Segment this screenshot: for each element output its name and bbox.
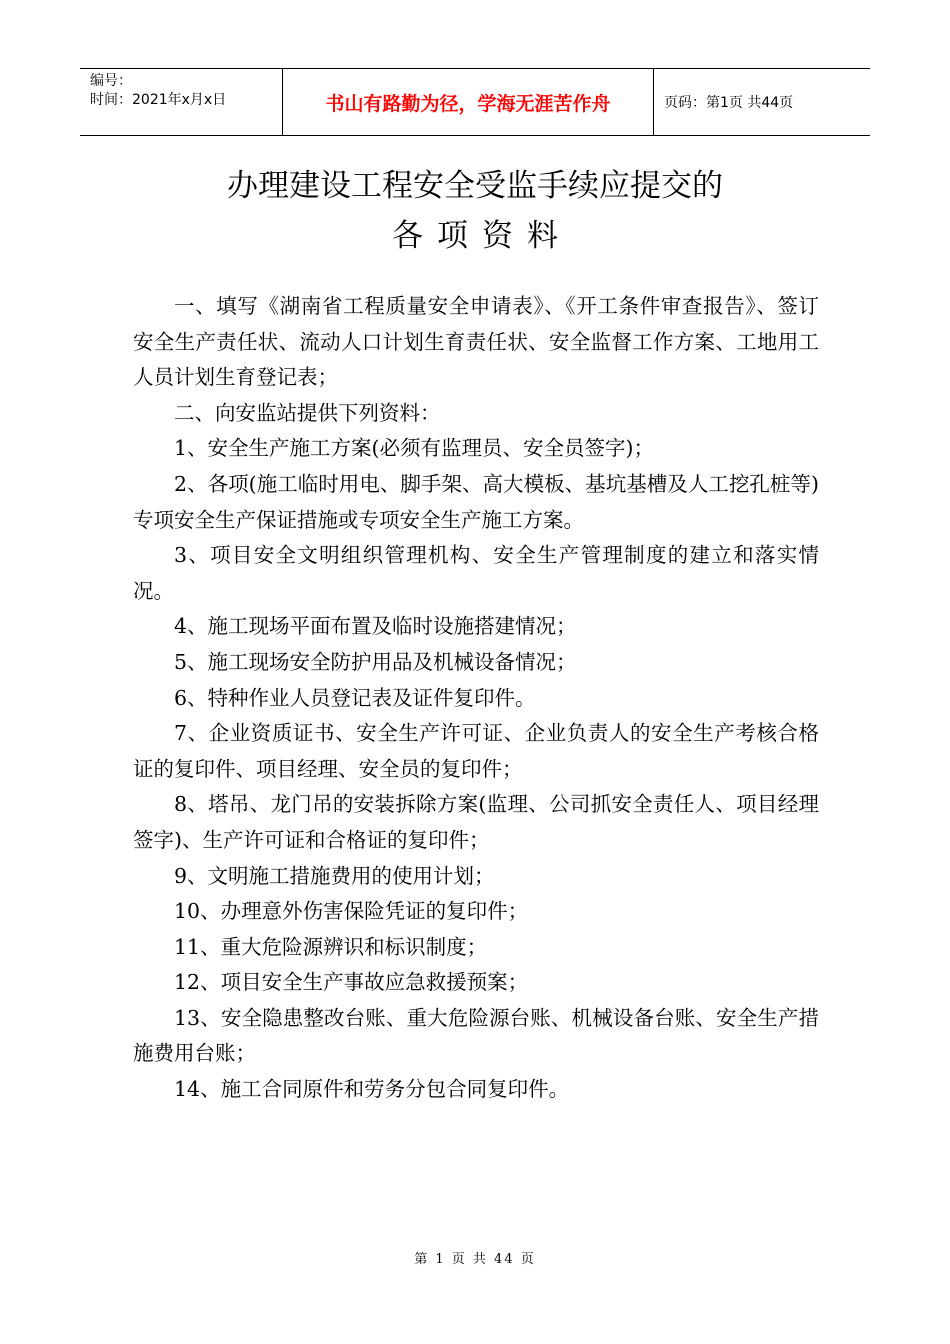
paragraph: 13、安全隐患整改台账、重大危险源台账、机械设备台账、安全生产措施费用台账； bbox=[133, 1005, 819, 1066]
paragraph: 二、向安监站提供下列资料： bbox=[174, 400, 441, 425]
page-footer: 第 1 页 共 44 页 bbox=[414, 1252, 536, 1267]
paragraph: 10、办理意外伤害保险凭证的复印件； bbox=[174, 899, 529, 924]
paragraph: 14、施工合同原件和劳务分包合同复印件。 bbox=[174, 1077, 570, 1102]
paragraph: 7、企业资质证书、安全生产许可证、企业负责人的安全生产考核合格证的复印件、项目经理、安全员的复印件； bbox=[133, 721, 819, 781]
document-title-line-2: 各项资料 bbox=[392, 218, 572, 254]
header-page-info: 页码：第1页 共44页 bbox=[664, 95, 794, 111]
paragraph: 8、塔吊、龙门吊的安装拆除方案(监理、公司抓安全责任人、项目经理签字)、生产许可证和合格证的复印件； bbox=[133, 792, 819, 852]
paragraph: 11、重大危险源辨识和标识制度； bbox=[174, 934, 488, 959]
header-motto: 书山有路勤为径，学海无涯苦作舟 bbox=[282, 69, 654, 135]
document-time-label: 时间：2021年x月x日 bbox=[90, 92, 227, 108]
paragraph: 2、各项(施工临时用电、脚手架、高大模板、基坑基槽及人工挖孔桩等)专项安全生产保证措施或专项安全生产施工方案。 bbox=[133, 471, 819, 532]
paragraph: 6、特种作业人员登记表及证件复印件。 bbox=[174, 685, 536, 710]
paragraph: 3、项目安全文明组织管理机构、安全生产管理制度的建立和落实情况。 bbox=[133, 543, 819, 603]
document-body bbox=[133, 289, 819, 1108]
paragraph: 一、填写《湖南省工程质量安全申请表》、《开工条件审查报告》、签订安全生产责任状、流动人口计划生育责任状、安全监督工作方案、工地用工人员计划生育登记表； bbox=[133, 294, 819, 390]
document-title-line-1: 办理建设工程安全受监手续应提交的 bbox=[227, 168, 723, 204]
header-table bbox=[80, 68, 870, 136]
paragraph: 4、施工现场平面布置及临时设施搭建情况； bbox=[174, 614, 577, 639]
document-number-label: 编号： bbox=[90, 73, 132, 89]
header-meta-cell bbox=[80, 69, 282, 135]
paragraph: 1、安全生产施工方案(必须有监理员、安全员签字)； bbox=[174, 436, 655, 461]
paragraph: 5、施工现场安全防护用品及机械设备情况； bbox=[174, 649, 577, 674]
paragraph: 12、项目安全生产事故应急救援预案； bbox=[174, 970, 529, 995]
paragraph: 9、文明施工措施费用的使用计划； bbox=[174, 863, 495, 888]
